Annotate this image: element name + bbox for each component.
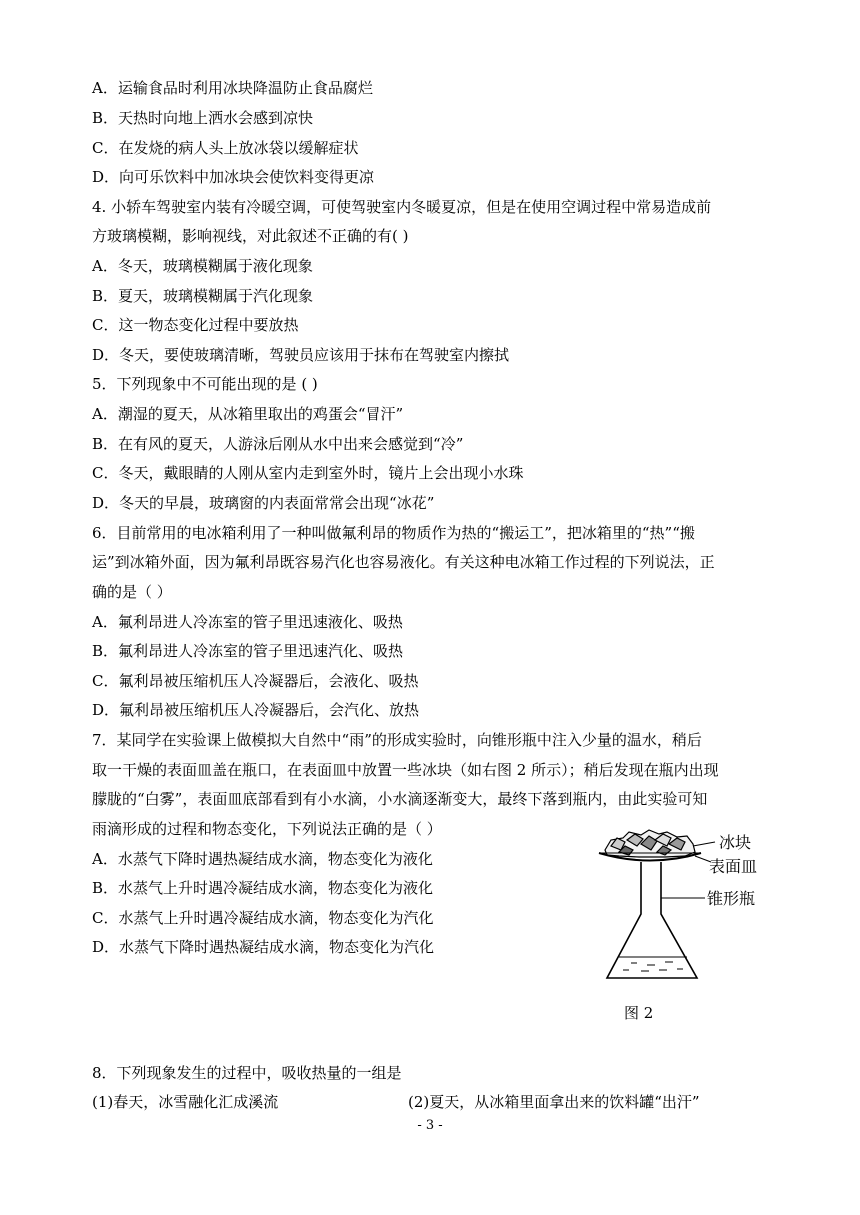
question-4-option-c: C．这一物态变化过程中要放热 xyxy=(92,316,299,334)
question-5-option-a: A．潮湿的夏天，从冰箱里取出的鸡蛋会“冒汗” xyxy=(92,405,404,423)
label-flask: 锥形瓶 xyxy=(707,889,756,908)
question-7-stem-1: 7．某同学在实验课上做模拟大自然中“雨”的形成实验时，向锥形瓶中注入少量的温水，稍后 xyxy=(92,731,702,749)
question-7-option-d: D．水蒸气下降时遇热凝结成水滴，物态变化为汽化 xyxy=(92,938,435,956)
question-7-stem-3: 朦胧的“白雾”，表面皿底部看到有小水滴，小水滴逐渐变大，最终下落到瓶内，由此实验可知 xyxy=(92,790,708,808)
conical-flask xyxy=(607,862,697,978)
label-ice: 冰块 xyxy=(719,833,752,852)
question-5-option-b: B．在有风的夏天，人游泳后刚从水中出来会感觉到“冷” xyxy=(92,435,464,453)
question-8-item-2: (2)夏天，从冰箱里面拿出来的饮料罐“出汗” xyxy=(408,1093,700,1111)
question-4-stem-1: 4. 小轿车驾驶室内装有冷暖空调，可使驾驶室内冬暖夏凉，但是在使用空调过程中常易造成前 xyxy=(92,198,712,216)
question-7-option-c: C．水蒸气上升时遇冷凝结成水滴，物态变化为汽化 xyxy=(92,909,434,927)
question-6-stem-3: 确的是（ ） xyxy=(92,583,172,601)
question-8-item-1: (1)春天，冰雪融化汇成溪流 xyxy=(92,1093,279,1111)
question-4-option-d: D．冬天，要使玻璃清晰，驾驶员应该用于抹布在驾驶室内擦拭 xyxy=(92,346,510,364)
page-number: - 3 - xyxy=(417,1118,443,1133)
question-7-stem-2: 取一干燥的表面皿盖在瓶口，在表面皿中放置一些冰块（如右图 2 所示）；稍后发现在瓶内出现 xyxy=(92,761,719,779)
line-3c: C．在发烧的病人头上放冰袋以缓解症状 xyxy=(92,139,359,157)
line-3b: B．天热时向地上洒水会感到凉快 xyxy=(92,109,314,127)
question-6-option-d: D．氟利昂被压缩机压人冷凝器后，会汽化、放热 xyxy=(92,701,420,719)
question-4-option-b: B．夏天，玻璃模糊属于汽化现象 xyxy=(92,287,314,305)
question-6-option-c: C．氟利昂被压缩机压人冷凝器后，会液化、吸热 xyxy=(92,672,419,690)
question-4-option-a: A．冬天，玻璃模糊属于液化现象 xyxy=(92,257,313,275)
question-6-stem-2: 运”到冰箱外面，因为氟利昂既容易汽化也容易液化。有关这种电冰箱工作过程的下列说法，正 xyxy=(92,553,715,571)
question-8-stem: 8．下列现象发生的过程中，吸收热量的一组是 xyxy=(92,1064,402,1082)
question-7-option-a: A．水蒸气下降时遇热凝结成水滴，物态变化为液化 xyxy=(92,850,433,868)
question-7-option-b: B．水蒸气上升时遇冷凝结成水滴，物态变化为液化 xyxy=(92,879,434,897)
experiment-figure xyxy=(595,826,775,991)
figure-caption: 图 2 xyxy=(624,1004,654,1022)
question-5-option-c: C．冬天，戴眼睛的人刚从室内走到室外时，镜片上会出现小水珠 xyxy=(92,464,524,482)
line-3d: D．向可乐饮料中加冰块会使饮料变得更凉 xyxy=(92,168,375,186)
question-5-stem: 5．下列现象中不可能出现的是 ( ) xyxy=(92,375,318,393)
line-3a: A．运输食品时利用冰块降温防止食品腐烂 xyxy=(92,79,373,97)
label-watch-glass: 表面皿 xyxy=(709,857,758,876)
question-6-option-b: B．氟利昂进人冷冻室的管子里迅速汽化、吸热 xyxy=(92,642,404,660)
question-6-stem-1: 6．目前常用的电冰箱利用了一种叫做氟利昂的物质作为热的“搬运工”，把冰箱里的“热”“搬 xyxy=(92,524,695,542)
question-7-stem-4: 雨滴形成的过程和物态变化，下列说法正确的是（ ） xyxy=(92,820,442,838)
question-6-option-a: A．氟利昂进人冷冻室的管子里迅速液化、吸热 xyxy=(92,613,403,631)
question-5-option-d: D．冬天的早晨，玻璃窗的内表面常常会出现“冰花” xyxy=(92,494,435,512)
question-4-stem-2: 方玻璃模糊，影响视线，对此叙述不正确的有( ) xyxy=(92,227,409,245)
